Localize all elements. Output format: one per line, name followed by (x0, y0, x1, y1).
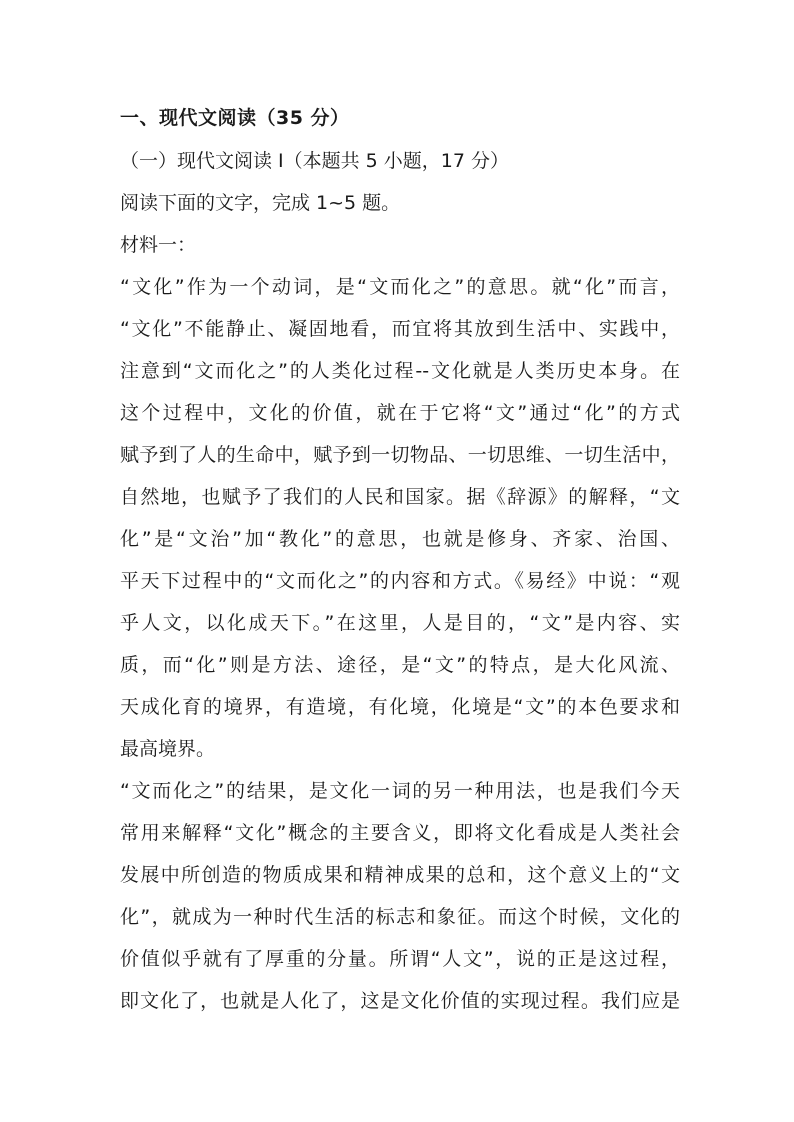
material-label: 材料一： (120, 234, 197, 256)
paragraph-line: 即文化了，也就是人化了，这是文化价值的实现过程。我们应是 (120, 990, 680, 1012)
instruction-text: 阅读下面的文字，完成 1~5 题。 (120, 192, 401, 214)
paragraph-line: 价值似乎就有了厚重的分量。所谓“人文”，说的正是这过程， (120, 948, 680, 970)
paragraph-line: 平天下过程中的“文而化之”的内容和方式。《易经》中说：“观 (120, 570, 680, 592)
subsection-title: （一）现代文阅读 I（本题共 5 小题，17 分） (120, 150, 510, 172)
paragraph-line: 化”是“文治”加“教化”的意思，也就是修身、齐家、治国、 (120, 528, 680, 550)
paragraph-line: 注意到“文而化之”的人类化过程--文化就是人类历史本身。在 (120, 360, 680, 382)
paragraph-line: 常用来解释“文化”概念的主要含义，即将文化看成是人类社会 (120, 822, 680, 844)
paragraph-line: “文化”不能静止、凝固地看，而宜将其放到生活中、实践中， (120, 318, 680, 340)
section-title: 一、现代文阅读（35 分） (120, 107, 350, 129)
paragraph-line: 化”，就成为一种时代生活的标志和象征。而这个时候，文化的 (120, 906, 680, 928)
paragraph-line: 这个过程中，文化的价值，就在于它将“文”通过“化”的方式 (120, 402, 680, 424)
paragraph-line: 质，而“化”则是方法、途径，是“文”的特点，是大化风流、 (120, 654, 680, 676)
paragraph-line: 天成化育的境界，有造境，有化境，化境是“文”的本色要求和 (120, 696, 680, 718)
paragraph-line: 发展中所创造的物质成果和精神成果的总和，这个意义上的“文 (120, 864, 680, 886)
paragraph-line: 乎人文，以化成天下。”在这里，人是目的，“文”是内容、实 (120, 612, 680, 634)
paragraph-line: “文而化之”的结果，是文化一词的另一种用法，也是我们今天 (120, 780, 680, 802)
paragraph-line: “文化”作为一个动词，是“文而化之”的意思。就“化”而言， (120, 276, 680, 298)
paragraph-line: 自然地，也赋予了我们的人民和国家。据《辞源》的解释，“文 (120, 486, 680, 508)
paragraph-line: 最高境界。 (120, 738, 216, 760)
paragraph-line: 赋予到了人的生命中，赋予到一切物品、一切思维、一切生活中， (120, 444, 680, 466)
